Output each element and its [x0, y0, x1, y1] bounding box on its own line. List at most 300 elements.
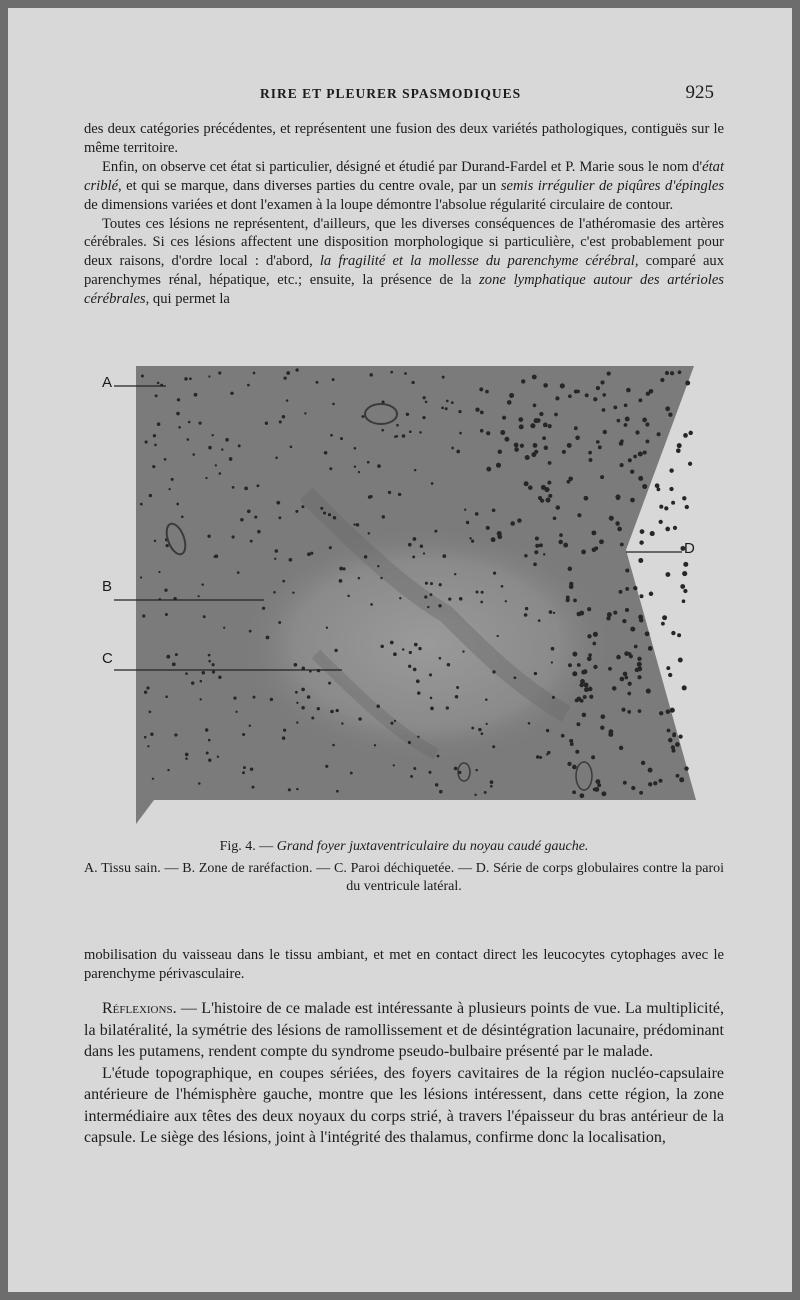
cell-dot — [413, 767, 416, 770]
cell-dot — [149, 710, 152, 713]
cell-dot — [572, 671, 577, 676]
cell-dot — [430, 707, 434, 711]
cell-dot — [492, 745, 495, 748]
cell-dot — [505, 600, 507, 602]
cell-dot — [538, 619, 541, 622]
cell-dot — [326, 627, 328, 629]
cell-dot — [657, 488, 661, 492]
cell-dot — [480, 601, 483, 604]
cell-dot — [413, 668, 417, 672]
cell-dot — [556, 505, 560, 509]
cell-dot — [507, 400, 512, 405]
cell-dot — [393, 764, 395, 766]
cell-dot — [244, 487, 248, 491]
cell-dot — [573, 599, 577, 603]
cell-dot — [520, 444, 524, 448]
cell-dot — [152, 778, 154, 780]
cell-dot — [276, 501, 280, 505]
cell-dot — [638, 558, 643, 563]
cell-dot — [283, 729, 286, 732]
cell-dot — [583, 669, 588, 674]
cell-dot — [673, 526, 677, 530]
cell-dot — [621, 708, 625, 712]
cell-dot — [659, 779, 663, 783]
cell-dot — [270, 698, 273, 701]
cell-dot — [198, 782, 201, 785]
cell-dot — [262, 607, 265, 610]
cell-dot — [682, 685, 687, 690]
cell-dot — [218, 472, 221, 475]
cell-dot — [548, 461, 552, 465]
cell-dot — [218, 676, 221, 679]
cell-dot — [589, 695, 593, 699]
cell-dot — [533, 562, 537, 566]
cell-dot — [570, 742, 574, 746]
cell-dot — [157, 422, 161, 426]
cell-dot — [257, 530, 261, 534]
cell-dot — [646, 392, 650, 396]
cell-dot — [657, 432, 661, 436]
cell-dot — [532, 375, 537, 380]
cell-dot — [555, 396, 559, 400]
cell-dot — [422, 416, 425, 419]
cell-dot — [607, 612, 612, 617]
cell-dot — [350, 772, 353, 775]
cell-dot — [447, 663, 450, 666]
cell-dot — [144, 736, 147, 739]
cell-dot — [637, 662, 642, 667]
cell-dot — [242, 733, 245, 736]
cell-dot — [175, 653, 178, 656]
cell-dot — [442, 554, 446, 558]
cell-dot — [475, 408, 479, 412]
cell-dot — [677, 633, 681, 637]
cell-dot — [619, 441, 624, 446]
cell-dot — [596, 440, 600, 444]
cell-dot — [534, 550, 538, 554]
section-lead: Réflexions — [102, 1000, 173, 1017]
cell-dot — [576, 390, 580, 394]
cell-dot — [577, 513, 581, 517]
cell-dot — [484, 791, 487, 794]
cell-dot — [167, 769, 169, 771]
cell-dot — [208, 446, 212, 450]
cell-dot — [685, 381, 690, 386]
cell-dot — [645, 439, 649, 443]
cell-dot — [486, 467, 491, 472]
cell-dot — [425, 401, 428, 404]
cell-dot — [311, 716, 314, 719]
cell-dot — [211, 434, 213, 436]
cell-dot — [202, 671, 205, 674]
cell-dot — [543, 423, 548, 428]
paragraph-continuation: des deux catégories précédentes, et représentent une fusion des deux variétés pathologiques, contiguës sur le même territoire. — [84, 121, 724, 156]
cell-dot — [464, 509, 466, 511]
cell-dot — [290, 445, 293, 448]
cell-dot — [480, 429, 484, 433]
cell-dot — [580, 793, 585, 798]
cell-dot — [456, 686, 459, 689]
cell-dot — [558, 540, 562, 544]
cell-dot — [669, 487, 673, 491]
cell-dot — [615, 494, 620, 499]
cell-dot — [613, 611, 617, 615]
cell-dot — [142, 614, 145, 617]
cell-dot — [328, 513, 331, 516]
cell-dot — [177, 398, 180, 401]
cell-dot — [254, 516, 257, 519]
cell-dot — [665, 527, 670, 532]
cell-dot — [296, 702, 298, 704]
histology-figure — [96, 354, 706, 834]
cell-dot — [247, 509, 251, 513]
cell-dot — [638, 476, 643, 481]
cell-dot — [439, 657, 442, 660]
cell-dot — [574, 426, 578, 430]
cell-dot — [583, 682, 588, 687]
cell-dot — [493, 571, 496, 574]
cell-dot — [390, 641, 394, 645]
cell-dot — [451, 447, 454, 450]
paragraph-lesions — [84, 215, 724, 310]
figure-label-b: B — [102, 578, 113, 595]
cell-dot — [536, 755, 540, 759]
cell-dot — [579, 611, 584, 616]
cell-dot — [648, 646, 653, 651]
cell-dot — [591, 755, 595, 759]
cell-dot — [660, 378, 664, 382]
cell-dot — [282, 580, 285, 583]
cell-dot — [430, 697, 433, 700]
cell-dot — [596, 386, 600, 390]
cell-dot — [475, 769, 477, 771]
cell-dot — [549, 610, 553, 614]
running-title: RIRE ET PLEURER SPASMODIQUES — [260, 86, 522, 101]
cell-dot — [330, 434, 333, 437]
cell-dot — [588, 687, 593, 692]
cell-dot — [628, 682, 632, 686]
cell-dot — [486, 431, 490, 435]
cell-dot — [402, 648, 404, 650]
cell-dot — [620, 543, 624, 547]
cell-dot — [199, 422, 202, 425]
cell-dot — [423, 552, 425, 554]
cell-dot — [626, 388, 631, 393]
cell-dot — [223, 627, 225, 629]
cell-dot — [155, 394, 158, 397]
cell-dot — [631, 786, 635, 790]
cell-dot — [593, 788, 597, 792]
cell-dot — [317, 707, 320, 710]
cell-dot — [547, 481, 551, 485]
cell-dot — [413, 537, 417, 541]
cell-dot — [682, 571, 687, 576]
cell-dot — [208, 375, 210, 377]
cell-dot — [414, 469, 416, 471]
cell-dot — [178, 426, 181, 429]
cell-dot — [191, 681, 194, 684]
cell-dot — [250, 767, 253, 770]
cell-dot — [624, 676, 628, 680]
cell-dot — [566, 598, 570, 602]
caption-title: Fig. 4. — Grand foyer juxtaventriculaire du noyau caudé gauche. — [219, 839, 589, 854]
cell-dot — [648, 768, 653, 773]
figure-label-a: A — [102, 374, 113, 391]
cell-dot — [475, 590, 478, 593]
cell-dot — [446, 706, 449, 709]
cell-dot — [589, 458, 593, 462]
cell-dot — [279, 420, 282, 423]
cell-dot — [229, 457, 233, 461]
cell-dot — [188, 421, 191, 424]
cell-dot — [655, 483, 660, 488]
cell-dot — [225, 438, 229, 442]
cell-dot — [628, 458, 632, 462]
cell-dot — [398, 493, 401, 496]
cell-dot — [455, 695, 459, 699]
cell-dot — [361, 415, 364, 418]
cell-dot — [307, 695, 311, 699]
text-run: , et qui se marque, dans diverses parties du centre ovale, par un — [118, 177, 501, 194]
cell-dot — [496, 463, 501, 468]
cell-dot — [588, 451, 592, 455]
cell-dot — [649, 592, 653, 596]
cell-dot — [218, 371, 221, 374]
cell-dot — [296, 788, 298, 790]
cell-dot — [194, 393, 198, 397]
cell-dot — [192, 453, 195, 456]
cell-dot — [599, 539, 604, 544]
cell-dot — [410, 775, 413, 778]
cell-dot — [548, 494, 552, 498]
cell-dot — [408, 741, 411, 744]
book-page — [8, 8, 792, 1292]
text-run: . — L'histoire de ce malade est intéressante à plusieurs points de vue. La multiplicité, la bilatéralité, la symétrie des lésions de ramollissement et de désintégration lacunaire, prédominant dans les putamens, rendent compte du syndrome pseudo-bulbaire présenté par le malade. — [84, 1000, 724, 1060]
cell-dot — [184, 377, 188, 381]
cell-dot — [474, 794, 476, 796]
cell-dot — [560, 383, 565, 388]
cell-dot — [456, 450, 460, 454]
cell-dot — [462, 650, 464, 652]
cell-dot — [678, 658, 683, 663]
cell-dot — [252, 786, 255, 789]
cell-dot — [630, 627, 635, 632]
cell-dot — [491, 537, 496, 542]
cell-dot — [336, 790, 339, 793]
cell-dot — [176, 503, 179, 506]
cell-dot — [471, 727, 474, 730]
cell-dot — [528, 722, 531, 725]
cell-dot — [568, 394, 572, 398]
cell-dot — [448, 597, 451, 600]
cell-dot — [430, 593, 433, 596]
cell-dot — [665, 406, 670, 411]
cell-dot — [478, 728, 481, 731]
cell-dot — [166, 544, 169, 547]
cell-dot — [329, 546, 332, 549]
cell-dot — [615, 521, 619, 525]
cell-dot — [164, 589, 167, 592]
cell-dot — [203, 615, 206, 618]
cell-dot — [528, 485, 533, 490]
cell-dot — [543, 383, 548, 388]
cell-dot — [330, 710, 334, 714]
cell-dot — [418, 647, 421, 650]
italic-run: état criblé — [84, 158, 724, 194]
cell-dot — [567, 762, 571, 766]
cell-dot — [630, 470, 634, 474]
cell-dot — [154, 540, 156, 542]
cell-dot — [469, 537, 471, 539]
cell-dot — [666, 666, 670, 670]
cell-dot — [492, 508, 496, 512]
cell-dot — [633, 586, 637, 590]
cell-dot — [377, 464, 381, 468]
cell-dot — [676, 774, 680, 778]
cell-dot — [509, 393, 514, 398]
cell-dot — [608, 667, 612, 671]
cell-dot — [664, 506, 668, 510]
cell-dot — [339, 567, 343, 571]
figure-legend: A. Tissu sain. — B. Zone de raréfaction. — C. Paroi déchiquetée. — D. Série de corps globulaires contre la paroi du ventricule latéral. — [84, 861, 724, 894]
cell-dot — [205, 477, 207, 479]
cell-dot — [486, 526, 490, 530]
cell-dot — [278, 621, 281, 624]
cell-dot — [524, 613, 528, 617]
cell-dot — [678, 370, 682, 374]
cell-dot — [422, 396, 425, 399]
cell-dot — [546, 729, 549, 732]
cell-dot — [409, 651, 412, 654]
text-block-middle — [84, 946, 724, 984]
cell-dot — [682, 496, 686, 500]
cell-dot — [569, 739, 573, 743]
cell-dot — [147, 745, 149, 747]
cell-dot — [623, 672, 628, 677]
cell-dot — [613, 405, 617, 409]
cell-dot — [587, 634, 591, 638]
cell-dot — [593, 665, 597, 669]
cell-dot — [544, 446, 549, 451]
cell-dot — [559, 533, 563, 537]
cell-dot — [608, 732, 613, 737]
cell-dot — [266, 636, 270, 640]
cell-dot — [408, 665, 411, 668]
cell-dot — [230, 392, 233, 395]
cell-dot — [454, 573, 456, 575]
cell-dot — [445, 407, 448, 410]
cell-dot — [624, 403, 628, 407]
cell-dot — [332, 744, 335, 747]
figure-label-c: C — [102, 650, 113, 667]
cell-dot — [622, 619, 626, 623]
cell-dot — [256, 484, 259, 487]
cell-dot — [208, 739, 211, 742]
cell-dot — [292, 591, 294, 593]
cell-dot — [553, 612, 555, 614]
cell-dot — [534, 672, 537, 675]
cell-dot — [316, 381, 319, 384]
cell-dot — [585, 393, 589, 397]
cell-dot — [682, 599, 686, 603]
cell-dot — [294, 663, 298, 667]
cell-dot — [539, 756, 542, 759]
cell-dot — [144, 691, 147, 694]
cell-dot — [320, 507, 323, 510]
cell-dot — [164, 458, 167, 461]
cell-dot — [575, 436, 580, 441]
cell-dot — [404, 372, 407, 375]
cell-dot — [634, 645, 638, 649]
cell-dot — [275, 549, 279, 553]
cell-dot — [207, 535, 210, 538]
cell-dot — [641, 761, 645, 765]
cell-dot — [174, 733, 177, 736]
cell-dot — [534, 418, 539, 423]
cell-dot — [149, 494, 152, 497]
cell-dot — [545, 498, 550, 503]
paragraph-mobilisation: mobilisation du vaisseau dans le tissu ambiant, et met en contact direct les leucocytes cytophages avec le parenchyme périvasculaire. — [84, 947, 724, 982]
cell-dot — [380, 577, 382, 579]
cell-dot — [637, 657, 641, 661]
cell-dot — [333, 516, 337, 520]
cell-dot — [217, 756, 219, 758]
cell-dot — [232, 486, 235, 489]
cell-dot — [591, 530, 596, 535]
text-block-top — [84, 120, 724, 309]
cell-dot — [594, 546, 598, 550]
paragraph-topographie: L'étude topographique, en coupes sériées, des foyers cavitaires de la région nucléo-capsulaire antérieure de l'hémisphère gauche, montre que les lésions intéressent, dans cette région, la zone intermédiaire aux têtes des deux noyaux du corps strié, à travers l'épaisseur du bras antérieur de la capsule. Le siège des lésions, joint à l'intégrité des thalamus, confirme donc la localisation, — [84, 1064, 724, 1146]
cell-dot — [157, 382, 160, 385]
cell-dot — [666, 709, 671, 714]
cell-dot — [514, 443, 519, 448]
cell-dot — [583, 695, 587, 699]
cell-dot — [582, 713, 586, 717]
cell-dot — [412, 555, 415, 558]
cell-dot — [659, 520, 663, 524]
italic-run: la fragilité et la mollesse du parenchyme cérébral, — [319, 253, 639, 270]
cell-dot — [588, 653, 592, 657]
cell-dot — [561, 734, 565, 738]
cell-dot — [598, 445, 602, 449]
cell-dot — [643, 450, 647, 454]
cell-dot — [535, 536, 539, 540]
cell-dot — [242, 771, 245, 774]
cell-dot — [374, 744, 376, 746]
cell-dot — [637, 675, 641, 679]
cell-dot — [370, 603, 373, 606]
cell-dot — [481, 591, 484, 594]
text-run: Enfin, on observe cet état si particulier, désigné et étudié par Durand-Fardel et P. Marie sous le nom d' — [102, 158, 703, 175]
cell-dot — [358, 471, 360, 473]
cell-dot — [273, 591, 276, 594]
cell-dot — [377, 565, 379, 567]
cell-dot — [620, 677, 625, 682]
cell-dot — [667, 729, 671, 733]
cell-dot — [208, 660, 211, 663]
cell-dot — [485, 390, 489, 394]
cell-dot — [539, 412, 543, 416]
cell-dot — [530, 423, 535, 428]
cell-dot — [671, 631, 675, 635]
cell-dot — [353, 523, 355, 525]
cell-dot — [390, 371, 393, 374]
cell-dot — [609, 516, 614, 521]
cell-dot — [206, 752, 209, 755]
cell-dot — [679, 777, 684, 782]
cell-dot — [282, 736, 286, 740]
cell-dot — [189, 377, 192, 380]
